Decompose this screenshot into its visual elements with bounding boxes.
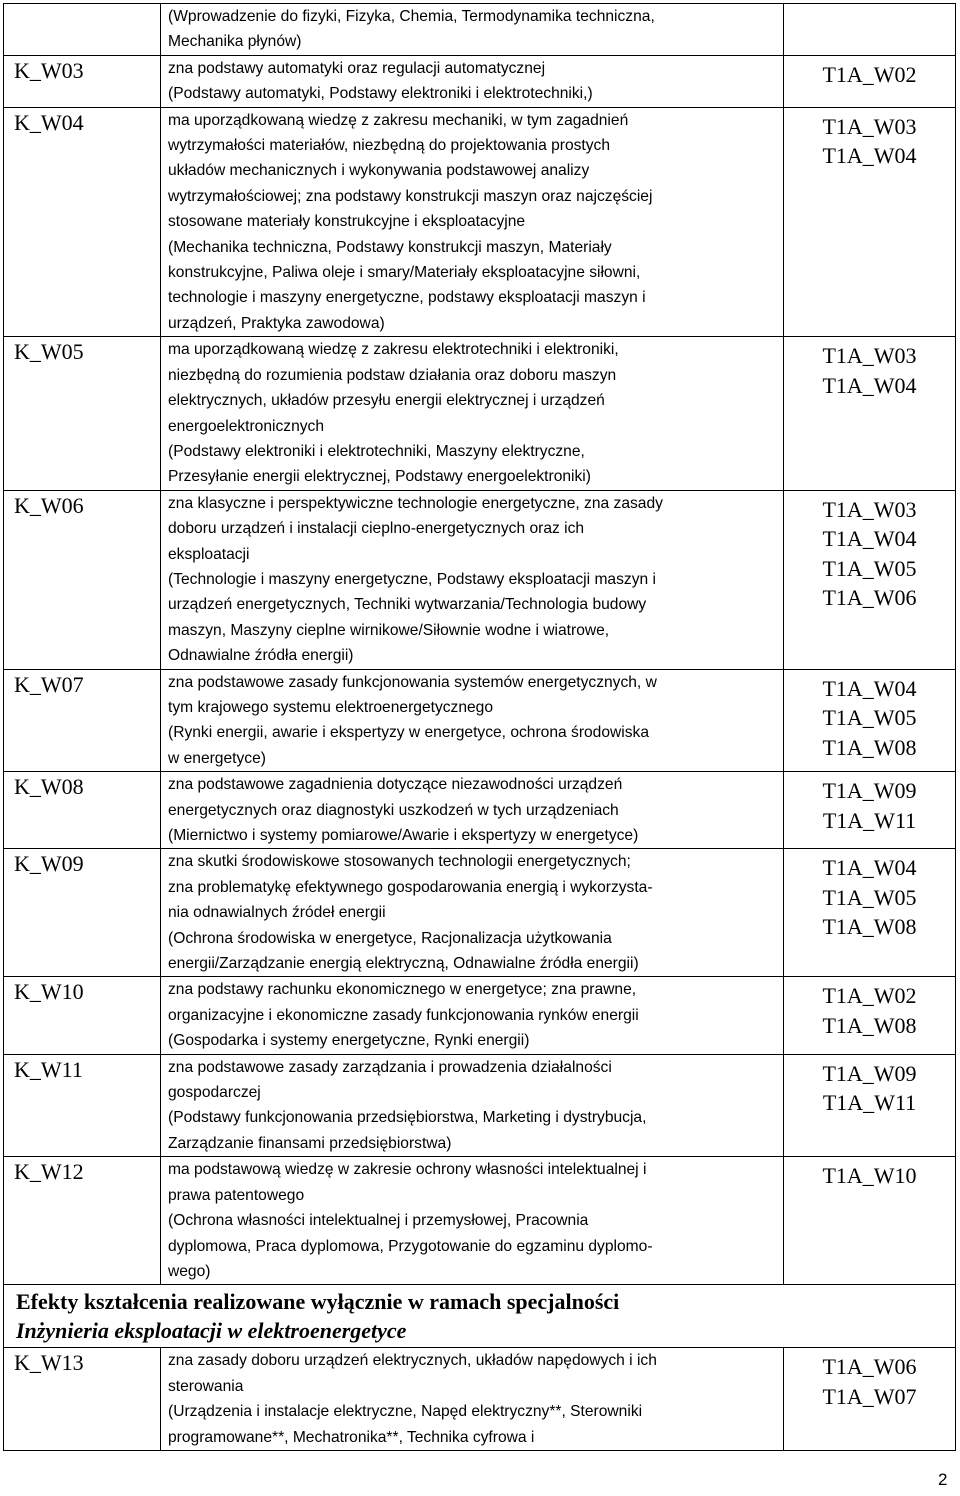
description-line: doboru urządzeń i instalacji cieplno-energetycznych oraz ich [168, 520, 585, 538]
specialization-table-body [4, 1348, 956, 1451]
description-line: organizacyjne i ekonomiczne zasady funkcjonowania rynków energii [168, 1006, 639, 1024]
description-line: układów mechanicznych i wykonywania podstawowej analizy [168, 162, 590, 180]
description-line: prawa patentowego [168, 1186, 305, 1204]
reference-code: T1A_W05 [822, 884, 917, 910]
page-number: 2 [938, 1470, 948, 1489]
reference-code: T1A_W04 [822, 372, 917, 398]
table-row [4, 1348, 956, 1451]
table-row [4, 1054, 956, 1157]
outcome-code: K_W03 [4, 55, 161, 107]
description-line: zna podstawy rachunku ekonomicznego w energetyce; zna prawne, [168, 981, 637, 999]
description-line: zna podstawy automatyki oraz regulacji automatycznej [168, 59, 546, 77]
description-line: energii/Zarządzanie energią elektryczną, Odnawialne źródła energii) [168, 955, 639, 973]
description-line: sterowania [168, 1377, 244, 1395]
description-line: zna zasady doboru urządzeń elektrycznych, układów napędowych i ich [168, 1352, 657, 1370]
description-line: (Gospodarka i systemy energetyczne, Rynki energii) [168, 1032, 530, 1050]
description-line: (Podstawy automatyki, Podstawy elektroniki i elektrotechniki,) [168, 85, 593, 103]
reference-codes [784, 772, 956, 849]
description-line: urządzeń energetycznych, Techniki wytwarzania/Technologia budowy [168, 596, 647, 614]
description-line: tym krajowego systemu elektroenergetycznego [168, 698, 494, 716]
description-line: Odnawialne źródła energii) [168, 647, 354, 665]
reference-code: T1A_W02 [822, 983, 917, 1009]
description-line: Przesyłanie energii elektrycznej, Podstawy energoelektroniki) [168, 468, 591, 486]
description-line: dyplomowa, Praca dyplomowa, Przygotowanie do egzaminu dyplomo- [168, 1237, 653, 1255]
description-line: zna podstawowe zasady zarządzania i prowadzenia działalności [168, 1058, 612, 1076]
outcome-code: K_W13 [4, 1348, 161, 1451]
outcome-code: K_W06 [4, 490, 161, 669]
table-row [4, 849, 956, 977]
reference-codes [784, 490, 956, 669]
table-row [4, 977, 956, 1054]
description-line: wego) [168, 1262, 211, 1280]
outcome-code: K_W10 [4, 977, 161, 1054]
outcome-description [161, 490, 784, 669]
reference-codes [784, 337, 956, 490]
outcome-description [161, 107, 784, 337]
description-line: (Wprowadzenie do fizyki, Fizyka, Chemia, Termodynamika techniczna, [168, 8, 655, 25]
description-line: wytrzymałości materiałów, niezbędną do projektowania prostych [168, 137, 611, 155]
description-line: technologie i maszyny energetyczne, podstawy eksploatacji maszyn i [168, 289, 646, 307]
reference-codes [784, 55, 956, 107]
reference-code: T1A_W05 [822, 705, 917, 731]
outcome-description [161, 669, 784, 772]
description-line: konstrukcyjne, Paliwa oleje i smary/Materiały eksploatacyjne siłowni, [168, 264, 641, 282]
outcome-code: K_W05 [4, 337, 161, 490]
description-line: gospodarczej [168, 1084, 261, 1102]
specialization-heading-body [4, 1285, 956, 1348]
outcome-description [161, 4, 784, 56]
description-line: ma podstawową wiedzę w zakresie ochrony własności intelektualnej i [168, 1161, 647, 1179]
reference-codes [784, 107, 956, 337]
table-row [4, 1157, 956, 1285]
outcome-code: K_W08 [4, 772, 161, 849]
outcome-code: K_W07 [4, 669, 161, 772]
table-row [4, 4, 956, 56]
description-line: ma uporządkowaną wiedzę z zakresu mechaniki, w tym zagadnień [168, 111, 629, 129]
description-line: (Miernictwo i systemy pomiarowe/Awarie i ekspertyzy w energetyce) [168, 827, 639, 844]
reference-code: T1A_W09 [822, 778, 917, 804]
outcome-code: K_W12 [4, 1157, 161, 1285]
description-line: zna podstawowe zagadnienia dotyczące niezawodności urządzeń [168, 776, 623, 794]
description-line: maszyn, Maszyny cieplne wirnikowe/Siłownie wodne i wiatrowe, [168, 621, 610, 639]
reference-code: T1A_W04 [822, 675, 917, 701]
reference-code: T1A_W08 [822, 1012, 917, 1038]
outcome-description [161, 772, 784, 849]
reference-code: T1A_W02 [822, 61, 917, 87]
reference-code: T1A_W06 [822, 585, 917, 611]
table-row [4, 772, 956, 849]
reference-code: T1A_W10 [822, 1163, 917, 1189]
outcome-code: K_W04 [4, 107, 161, 337]
description-line: (Podstawy elektroniki i elektrotechniki, Maszyny elektryczne, [168, 442, 585, 460]
reference-codes [784, 1157, 956, 1285]
description-line: (Podstawy funkcjonowania przedsiębiorstwa, Marketing i dystrybucja, [168, 1109, 647, 1127]
description-line: (Mechanika techniczna, Podstawy konstrukcji maszyn, Materiały [168, 238, 612, 256]
reference-code: T1A_W05 [822, 555, 917, 581]
outcome-description [161, 977, 784, 1054]
reference-code: T1A_W08 [822, 734, 917, 760]
table-row [4, 337, 956, 490]
description-line: wytrzymałościowej; zna podstawy konstrukcji maszyn oraz najczęściej [168, 187, 653, 205]
outcome-code [4, 4, 161, 56]
description-line: programowane**, Mechatronika**, Technika cyfrowa i [168, 1428, 535, 1446]
description-line: stosowane materiały konstrukcyjne i eksploatacyjne [168, 213, 526, 231]
outcome-description [161, 1157, 784, 1285]
description-line: Zarządzanie finansami przedsiębiorstwa) [168, 1134, 452, 1152]
table-row [4, 107, 956, 337]
reference-code: T1A_W11 [822, 1090, 917, 1116]
table-row [4, 55, 956, 107]
outcome-description [161, 337, 784, 490]
reference-code: T1A_W06 [822, 1354, 917, 1380]
reference-codes [784, 1348, 956, 1451]
reference-codes [784, 669, 956, 772]
outcome-description [161, 1054, 784, 1157]
description-line: ma uporządkowaną wiedzę z zakresu elektrotechniki i elektroniki, [168, 341, 619, 359]
specialization-heading [4, 1285, 956, 1348]
description-line: niezbędną do rozumienia podstaw działania oraz doboru maszyn [168, 366, 617, 384]
reference-code: T1A_W03 [822, 343, 917, 369]
description-line: zna podstawowe zasady funkcjonowania systemów energetycznych, w [168, 673, 657, 691]
description-line: (Rynki energii, awarie i ekspertyzy w energetyce, ochrona środowiska [168, 724, 650, 742]
specialization-heading-row [4, 1285, 956, 1348]
description-line: zna klasyczne i perspektywiczne technologie energetyczne, zna zasady [168, 494, 663, 512]
reference-code: T1A_W07 [822, 1383, 917, 1409]
description-line: Mechanika płynów) [168, 33, 302, 51]
reference-codes [784, 4, 956, 56]
reference-code: T1A_W09 [822, 1060, 917, 1086]
description-line: (Technologie i maszyny energetyczne, Podstawy eksploatacji maszyn i [168, 570, 656, 588]
reference-code: T1A_W11 [822, 807, 917, 833]
description-line: (Urządzenia i instalacje elektryczne, Napęd elektryczny**, Sterowniki [168, 1403, 643, 1421]
description-line: w energetyce) [168, 749, 266, 767]
reference-code: T1A_W03 [822, 496, 917, 522]
outcome-description [161, 55, 784, 107]
reference-code: T1A_W03 [822, 113, 917, 139]
table-row [4, 669, 956, 772]
learning-outcomes-table [3, 3, 956, 1451]
description-line: energoelektronicznych [168, 417, 325, 435]
outcome-code: K_W11 [4, 1054, 161, 1157]
reference-codes [784, 977, 956, 1054]
reference-code: T1A_W08 [822, 914, 917, 940]
reference-codes [784, 849, 956, 977]
description-line: elektrycznych, układów przesyłu energii elektrycznej i urządzeń [168, 392, 605, 410]
outcome-description [161, 1348, 784, 1451]
description-line: energetycznych oraz diagnostyki uszkodzeń w tych urządzeniach [168, 801, 619, 819]
outcome-code: K_W09 [4, 849, 161, 977]
description-line: zna skutki środowiskowe stosowanych technologii energetycznych; [168, 853, 631, 871]
outcomes-table-body [4, 4, 956, 1285]
section-heading-title: Efekty kształcenia realizowane wyłącznie w ramach specjalności [16, 1289, 620, 1315]
description-line: zna problematykę efektywnego gospodarowania energią i wykorzysta- [168, 878, 653, 896]
description-line: (Ochrona własności intelektualnej i przemysłowej, Pracownia [168, 1212, 589, 1230]
reference-code: T1A_W04 [822, 143, 917, 169]
section-heading-specialization: Inżynieria eksploatacji w elektroenergetyce [16, 1318, 407, 1344]
reference-codes [784, 1054, 956, 1157]
reference-code: T1A_W04 [822, 855, 917, 881]
description-line: eksploatacji [168, 545, 250, 563]
reference-code: T1A_W04 [822, 526, 917, 552]
outcome-description [161, 849, 784, 977]
table-row [4, 490, 956, 669]
description-line: nia odnawialnych źródeł energii [168, 904, 386, 922]
description-line: urządzeń, Praktyka zawodowa) [168, 314, 385, 332]
description-line: (Ochrona środowiska w energetyce, Racjonalizacja użytkowania [168, 929, 612, 947]
